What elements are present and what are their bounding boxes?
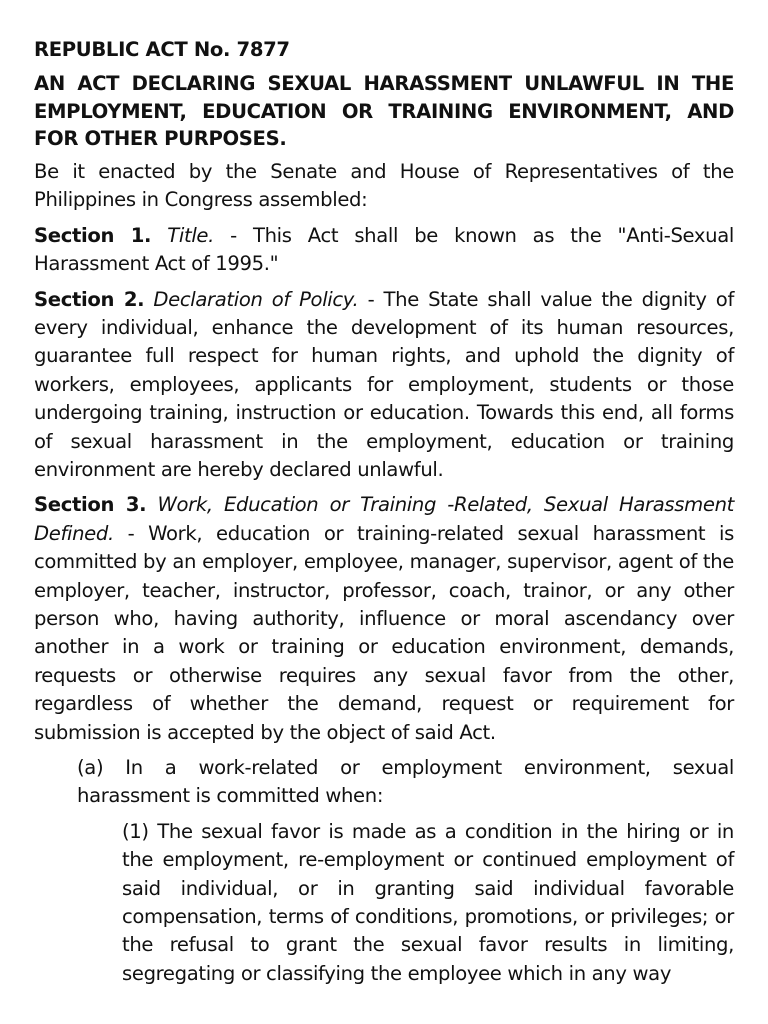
section-1-label: Section 1. [34,223,152,247]
section-2-body: - The State shall value the dignity of every individual, enhance the development of its human resources, guarantee full respect for human rights, and uphold the dignity of workers, employees, applicants for employment, students or those undergoing training, instruction or education. Towards this end, all forms of sexual harassment in the employment, education or training environment are hereby declared unlawful. [34,287,734,481]
section-3-body: - Work, education or training-related sexual harassment is committed by an employer, employee, manager, supervisor, agent of the employer, teacher, instructor, professor, coach, trainor, or any other person who, having authority, influence or moral ascendancy over another in a work or training or education environment, demands, requests or otherwise requires any sexual favor from the other, regardless of whether the demand, request or requirement for submission is accepted by the object of said Act. [34,521,734,744]
section-1-title: Title. [167,223,215,247]
document-page [34,36,734,995]
item-1: (1) The sexual favor is made as a condition in the hiring or in the employment, re-employment or continued employment of said individual, or in granting said individual favorable compensation, terms of conditions, promotions, or privileges; or the refusal to grant the sexual favor results in limiting, segregating or classifying the employee which in any way [122,819,734,985]
section-2 [34,286,734,485]
section-2-label: Section 2. [34,287,145,311]
enacting-clause: Be it enacted by the Senate and House of Representatives of the Philippines in Congress assembled: [34,159,734,212]
act-number: REPUBLIC ACT No. 7877 [34,38,290,61]
section-3-label: Section 3. [34,493,147,517]
section-2-title: Declaration of Policy. [153,287,359,311]
subsection-a: (a) In a work-related or employment environment, sexual harassment is committed when: [77,756,734,808]
section-1-body: - This Act shall be known as the "Anti-Sexual Harassment Act of 1995." [34,223,734,276]
section-1 [34,222,734,279]
section-3 [34,491,734,747]
act-title: AN ACT DECLARING SEXUAL HARASSMENT UNLAWFUL IN THE EMPLOYMENT, EDUCATION OR TRAINING ENVIRONMENT, AND FOR OTHER PURPOSES. [34,72,734,151]
section-3-title: Work, Education or Training -Related, Sexual Harassment Defined. [34,493,734,545]
